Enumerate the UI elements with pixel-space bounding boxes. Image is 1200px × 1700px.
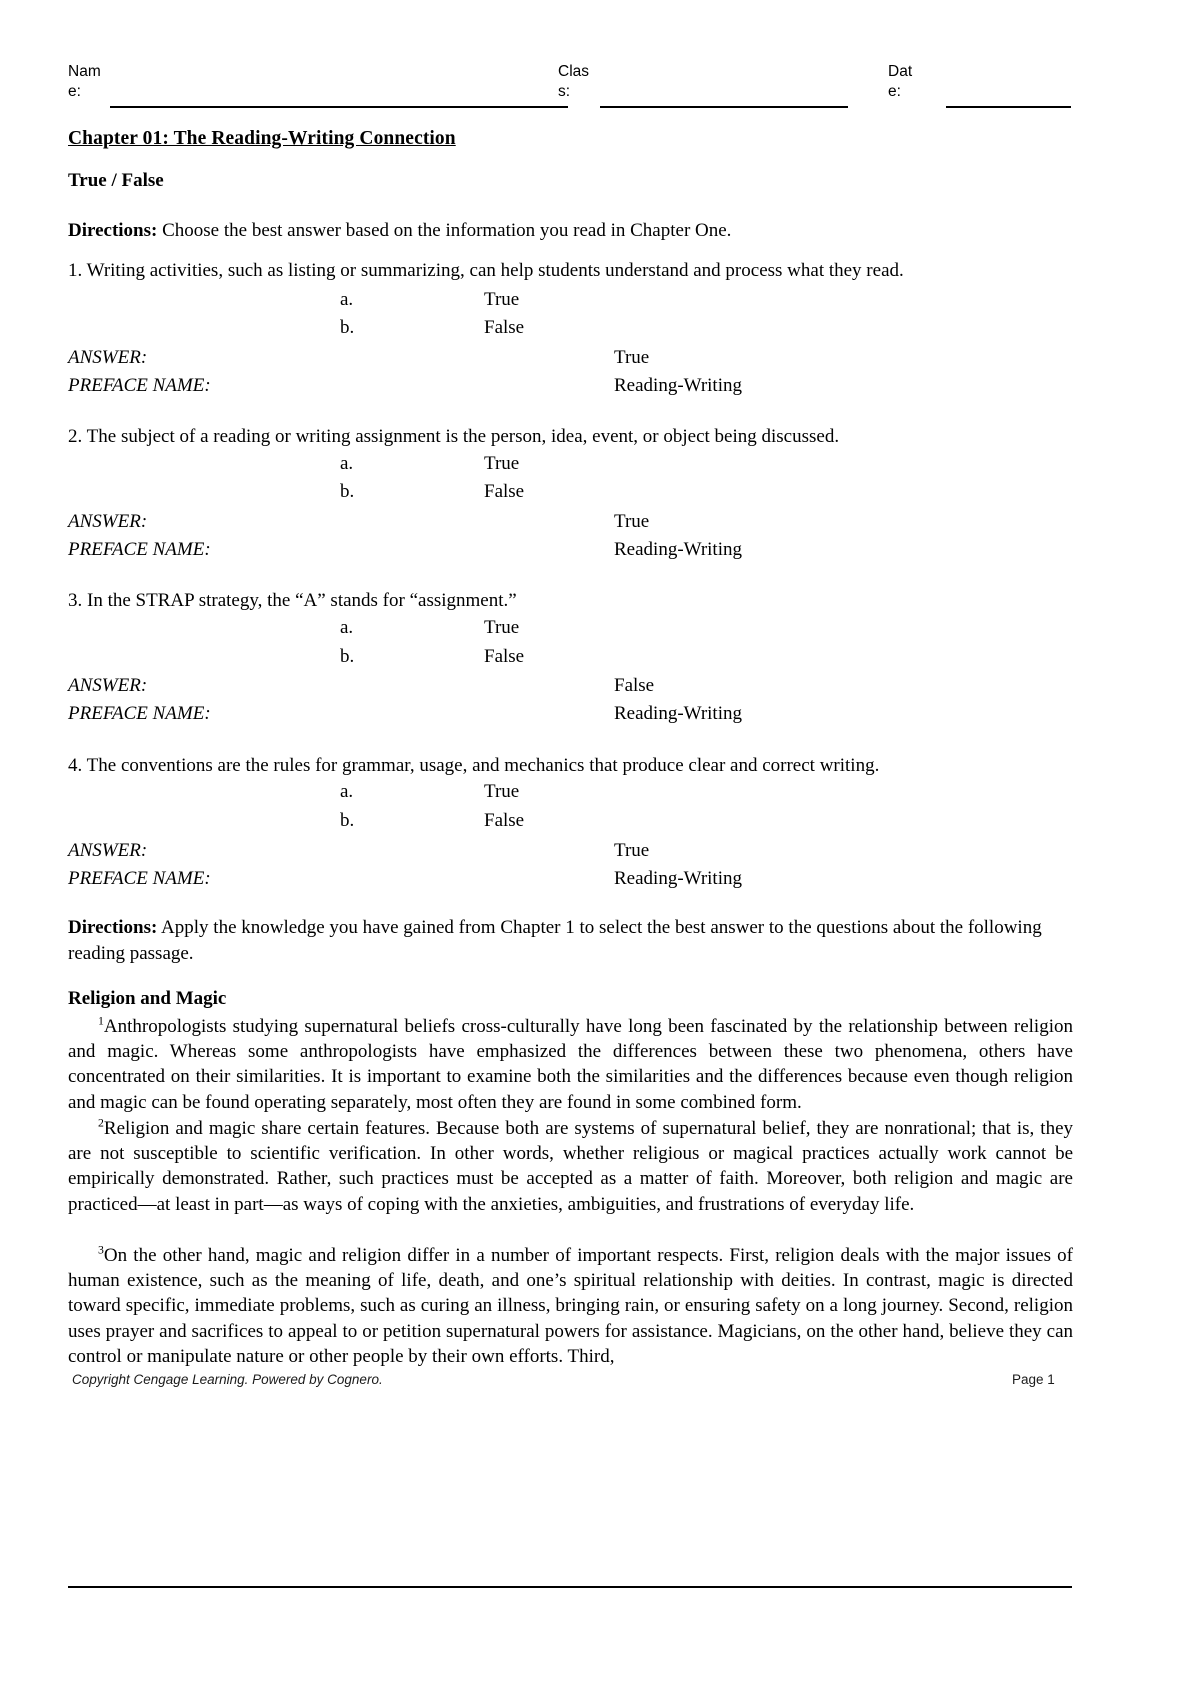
question-stem-2: 2. The subject of a reading or writing assignment is the person, idea, event, or object being discussed. bbox=[68, 426, 840, 447]
preface-value-1: Reading-Writing bbox=[614, 375, 742, 396]
answer-label-4: ANSWER: bbox=[68, 840, 148, 861]
choice-3b-letter: b. bbox=[340, 646, 355, 667]
passage-paragraph-1 bbox=[68, 1014, 1073, 1115]
choice-3b-text: False bbox=[484, 646, 525, 667]
chapter-title: Chapter 01: The Reading-Writing Connection bbox=[68, 128, 456, 149]
preface-value-4: Reading-Writing bbox=[614, 868, 742, 889]
directions-1-label: Directions: bbox=[68, 220, 158, 241]
choice-1b-text: False bbox=[484, 317, 525, 338]
preface-value-3: Reading-Writing bbox=[614, 703, 742, 724]
preface-label-4: PREFACE NAME: bbox=[68, 868, 211, 889]
choice-1a-letter: a. bbox=[340, 289, 354, 310]
passage-paragraph-3 bbox=[68, 1243, 1073, 1369]
student-info-bar bbox=[68, 62, 1071, 122]
class-field-rule[interactable] bbox=[600, 106, 848, 108]
name-field-group bbox=[68, 62, 568, 118]
class-field-label: Class: bbox=[558, 63, 590, 100]
section-label-true-false: True / False bbox=[68, 170, 164, 191]
directions-2-text: Apply the knowledge you have gained from Chapter 1 to select the best answer to the questions about the following reading passage. bbox=[68, 917, 1042, 964]
date-field-group bbox=[888, 62, 1071, 118]
answer-value-4: True bbox=[614, 840, 650, 861]
preface-label-2: PREFACE NAME: bbox=[68, 539, 211, 560]
directions-1 bbox=[68, 218, 1071, 244]
question-stem-3: 3. In the STRAP strategy, the “A” stands for “assignment.” bbox=[68, 590, 517, 611]
directions-2 bbox=[68, 915, 1071, 966]
passage-paragraph-1-text: Anthropologists studying supernatural beliefs cross-culturally have long been fascinated by the relationship between religion and magic. Whereas some anthropologists have emphasized the differences between these two phenomena, others have concentrated on their similarities. It is important to examine both the similarities and the differences because even though religion and magic can be found operating separately, most often they are found in some combined form. bbox=[68, 1016, 1073, 1113]
choice-2b-letter: b. bbox=[340, 481, 355, 502]
answer-value-1: True bbox=[614, 347, 650, 368]
passage-paragraph-2-marker: 2 bbox=[98, 1116, 104, 1130]
choice-1b-letter: b. bbox=[340, 317, 355, 338]
passage-paragraph-2 bbox=[68, 1116, 1073, 1217]
choice-4b-text: False bbox=[484, 810, 525, 831]
page-bottom-rule bbox=[68, 1586, 1072, 1588]
preface-label-1: PREFACE NAME: bbox=[68, 375, 211, 396]
directions-1-text: Choose the best answer based on the information you read in Chapter One. bbox=[157, 220, 732, 241]
passage-heading: Religion and Magic bbox=[68, 988, 227, 1009]
answer-value-2: True bbox=[614, 511, 650, 532]
choice-2b-text: False bbox=[484, 481, 525, 502]
choice-4b-letter: b. bbox=[340, 810, 355, 831]
date-field-label: Date: bbox=[888, 63, 913, 100]
answer-label-1: ANSWER: bbox=[68, 347, 148, 368]
date-field-rule[interactable] bbox=[946, 106, 1071, 108]
footer-page-number: Page 1 bbox=[1012, 1372, 1055, 1387]
passage-paragraph-3-marker: 3 bbox=[98, 1243, 104, 1257]
choice-2a-letter: a. bbox=[340, 453, 354, 474]
passage-paragraph-2-text: Religion and magic share certain features. Because both are systems of supernatural belief, they are nonrational; that is, they are not susceptible to scientific verification. In other words, whether religious or magical practices actually work cannot be empirically demonstrated. Rather, such practices must be accepted as a matter of faith. Moreover, both religion and magic are practiced—at least in part—as ways of coping with the anxieties, ambiguities, and frustrations of everyday life. bbox=[68, 1118, 1073, 1215]
preface-label-3: PREFACE NAME: bbox=[68, 703, 211, 724]
footer-copyright: Copyright Cengage Learning. Powered by Cognero. bbox=[72, 1372, 383, 1387]
choice-4a-text: True bbox=[484, 781, 520, 802]
preface-value-2: Reading-Writing bbox=[614, 539, 742, 560]
name-field-label: Name: bbox=[68, 63, 101, 100]
choice-3a-letter: a. bbox=[340, 617, 354, 638]
choice-2a-text: True bbox=[484, 453, 520, 474]
answer-value-3: False bbox=[614, 675, 655, 696]
choice-3a-text: True bbox=[484, 617, 520, 638]
passage-paragraph-1-marker: 1 bbox=[98, 1014, 104, 1028]
answer-label-2: ANSWER: bbox=[68, 511, 148, 532]
directions-2-label: Directions: bbox=[68, 917, 158, 938]
passage-paragraph-3-text: On the other hand, magic and religion differ in a number of important respects. First, religion deals with the major issues of human existence, such as the meaning of life, death, and one’s spiritual relationship with deities. In contrast, magic is directed toward specific, immediate problems, such as curing an illness, bringing rain, or ensuring safety on a long journey. Second, religion uses prayer and sacrifices to appeal to or petition supernatural powers for assistance. Magicians, on the other hand, believe they can control or manipulate nature or other people by their own efforts. Third, bbox=[68, 1245, 1073, 1367]
choice-1a-text: True bbox=[484, 289, 520, 310]
question-stem-4: 4. The conventions are the rules for grammar, usage, and mechanics that produce clear and correct writing. bbox=[68, 755, 880, 776]
answer-label-3: ANSWER: bbox=[68, 675, 148, 696]
choice-4a-letter: a. bbox=[340, 781, 354, 802]
question-stem-1: 1. Writing activities, such as listing or summarizing, can help students understand and process what they read. bbox=[68, 260, 904, 281]
name-field-rule[interactable] bbox=[110, 106, 568, 108]
class-field-group bbox=[558, 62, 848, 118]
